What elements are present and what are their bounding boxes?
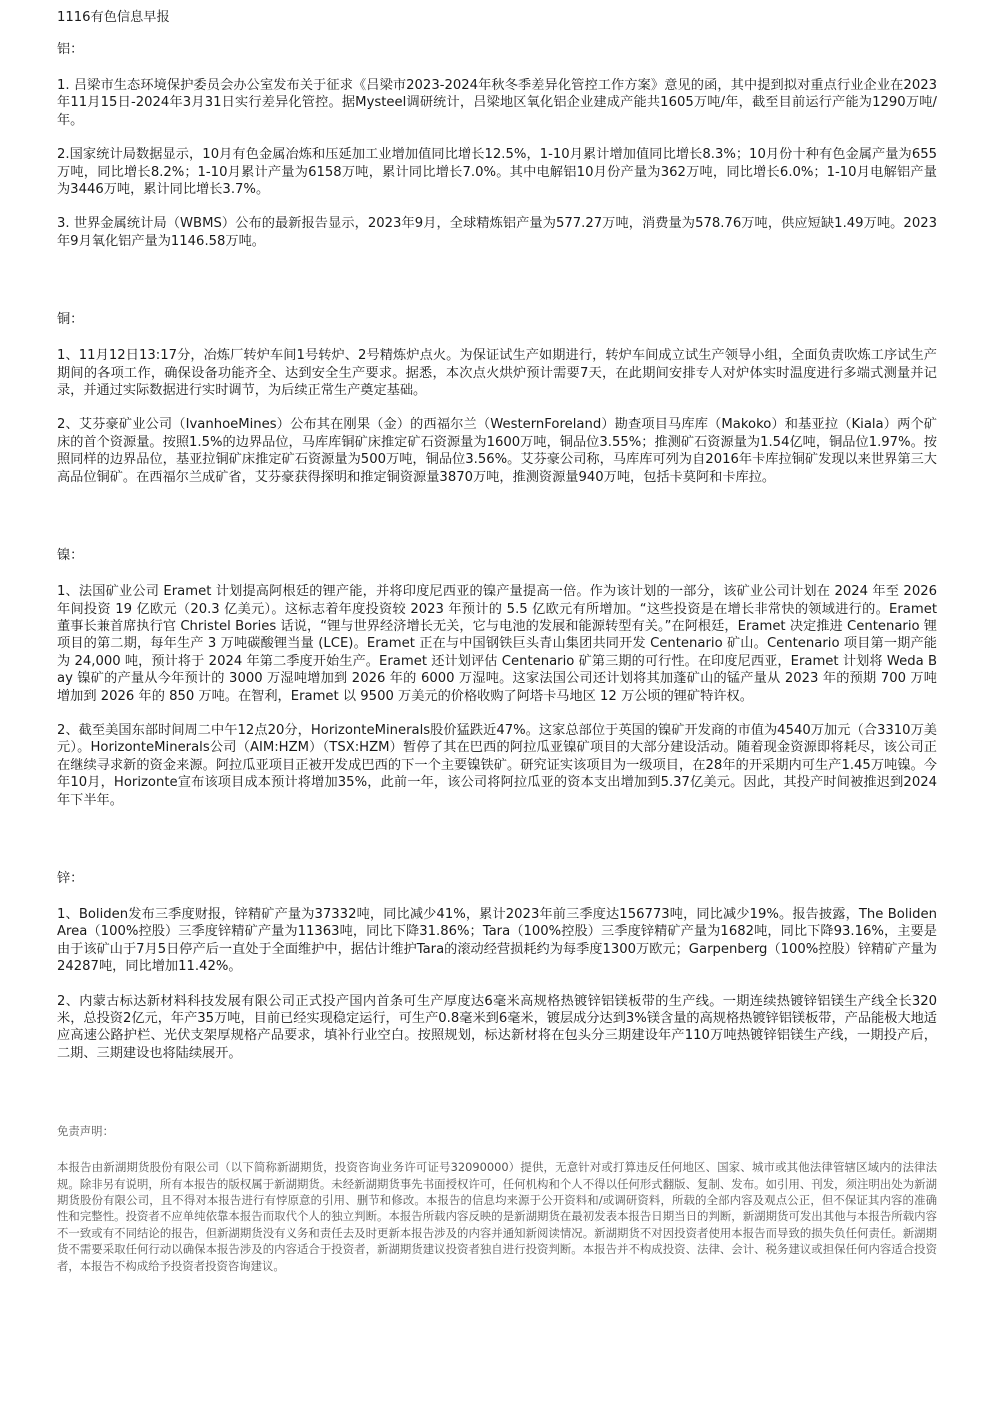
paragraph: 1. 吕梁市生态环境保护委员会办公室发布关于征求《吕梁市2023-2024年秋冬季差异化管控工作方案》意见的函，其中提到拟对重点行业企业在2023年11月15日-2024年3月31日实行差异化管控。据Mysteel调研统计，吕梁地区氧化铝企业建成产能共1605万吨/年，截至目前运行产能为1290万吨/年。 [57,78,937,128]
section-heading-copper: 铜： [57,312,84,328]
document-title: 1116有色信息早报 [57,10,170,25]
disclaimer [57,1123,937,1274]
paragraph: 1、法国矿业公司 Eramet 计划提高阿根廷的锂产能，并将印度尼西亚的镍产量提高一倍。作为该计划的一部分，该矿业公司计划在 2024 年至 2026 年间投资 19 亿欧元（20.3 亿美元）。这标志着年度投资较 2023 年预计的 5.5 亿欧元有所增加。“这些投资是在增长非常快的领域进行的。Eramet 董事长兼首席执行官 Christel Bories 话说，“锂与世界经济增长无关，它与电池的发展和能源转型有关。”在阿根廷，Eramet 决定推进 Centenario 锂项目的第二期，每年生产 3 万吨碳酸锂当量 (LCE)。Eramet 正在与中国钢铁巨头青山集团共同开发 Centenario 矿山。Centenario 项目第一期产能为 24,000 吨，预计将于 2024 年第二季度开始生产。Eramet 还计划评估 Centenario 矿第三期的可行性。在印度尼西亚，Eramet 计划将 Weda Bay 镍矿的产量从今年预计的 3000 万湿吨增加到 2026 年的 6000 万湿吨。这家法国公司还计划将其加蓬矿山的锰产量从 2023 年的预期 700 万吨增加到 2026 年的 850 万吨。在智利，Eramet 以 9500 万美元的价格收购了阿塔卡马地区 12 万公顷的锂矿特许权。 [57,584,937,704]
section-heading-nickel: 镍： [57,548,84,564]
paragraph: 2、内蒙古标达新材料科技发展有限公司正式投产国内首条可生产厚度达6毫米高规格热镀锌铝镁板带的生产线。一期连续热镀锌铝镁生产线全长320米，总投资2亿元，年产35万吨，目前已经实现稳定运行，可生产0.8毫米到6毫米，镀层成分达到3%镁含量的高规格热镀锌铝镁板带，产品能极大地适应高速公路护栏、光伏支架厚规格产品要求，填补行业空白。按照规划，标达新材将在包头分三期建设年产110万吨热镀锌铝镁生产线，一期投产后，二期、三期建设也将陆续展开。 [57,993,937,1061]
paragraph: 2.国家统计局数据显示，10月有色金属冶炼和压延加工业增加值同比增长12.5%，1-10月累计增加值同比增长8.3%；10月份十种有色金属产量为655万吨，同比增长8.2%；1-10月累计产量为6158万吨，累计同比增长7.0%。其中电解铝10月份产量为362万吨，同比增长6.0%；1-10月电解铝产量为3446万吨，累计同比增长3.7%。 [57,147,937,198]
paragraph: 1、11月12日13:17分，冶炼厂转炉车间1号转炉、2号精炼炉点火。为保证试生产如期进行，转炉车间成立试生产领导小组，全面负责吹炼工序试生产期间的各项工作，确保设备功能齐全、达到安全生产要求。据悉，本次点火烘炉预计需要7天，在此期间安排专人对炉体实时温度进行多端式测量并记录，并通过实际数据进行实时调节，为后续正常生产奠定基础。 [57,348,937,399]
section-heading-zinc: 锌： [57,870,84,886]
document-page [57,9,937,1274]
section-heading-aluminium: 铝： [57,42,84,57]
section-spacer [57,503,937,547]
paragraph: 3. 世界金属统计局（WBMS）公布的最新报告显示，2023年9月，全球精炼铝产量为577.27万吨，消费量为578.76万吨，供应短缺1.49万吨。2023年9月氧化铝产量为1146.58万吨。 [57,216,937,249]
paragraph: 2、截至美国东部时间周二中午12点20分，HorizonteMinerals股价猛跌近47%。这家总部位于英国的镍矿开发商的市值为4540万加元（合3310万美元）。HorizonteMinerals公司（AIM:HZM）（TSX:HZM）暂停了其在巴西的阿拉瓜亚镍矿项目的大部分建设活动。随着现金资源即将耗尽，该公司正在继续寻求新的资金来源。阿拉瓜亚项目正被开发成巴西的下一个主要镍铁矿。研究证实该项目为一级项目，在28年的开采期内可生产1.45万吨镍。今年10月，Horizonte宣布该项目成本预计将增加35%，此前一年，该公司将阿拉瓜亚的资本支出增加到5.37亿美元。因此，其投产时间被推迟到2024年下半年。 [57,722,937,808]
section-aluminium [57,41,937,250]
paragraph: 1、Boliden发布三季度财报，锌精矿产量为37332吨，同比减少41%，累计2023年前三季度达156773吨，同比减少19%。报告披露，The Boliden Area（100%控股）三季度锌精矿产量为11363吨，同比下降31.86%；Tara（100%控股）三季度锌精矿产量为1682吨，同比下降93.16%，主要是由于该矿山于7月5日停产后一直处于全面维护中，据估计维护Tara的滚动经营损耗约为每季度1300万欧元；Garpenberg（100%控股）锌精矿产量为24287吨，同比增加11.42%。 [57,906,937,975]
section-copper [57,311,937,486]
section-spacer [57,826,937,870]
paragraph: 2、艾芬豪矿业公司（IvanhoeMines）公布其在刚果（金）的西福尔兰（WesternForeland）勘查项目马库库（Makoko）和基亚拉（Kiala）两个矿床的首个资源量。按照1.5%的边界品位，马库库铜矿床推定矿石资源量为1600万吨，铜品位3.55%；推测矿石资源量为1.54亿吨，铜品位1.97%。按照同样的边界品位，基亚拉铜矿床推定矿石资源量为500万吨，铜品位3.56%。艾芬豪公司称，马库库可列为自2016年卡库拉铜矿发现以来世界第三大高品位铜矿。在西福尔兰成矿省，艾芬豪获得探明和推定铜资源量3870万吨，推测资源量940万吨，包括卡莫阿和卡库拉。 [57,417,937,485]
section-spacer [57,1079,937,1123]
section-nickel [57,547,937,809]
disclaimer-title: 免责声明： [57,1124,114,1139]
section-zinc [57,870,937,1062]
section-spacer [57,267,937,311]
disclaimer-text: 本报告由新湖期货股份有限公司（以下简称新湖期货，投资咨询业务许可证号32090000）提供，无意针对或打算违反任何地区、国家、城市或其他法律管辖区域内的法律法规。除非另有说明，所有本报告的版权属于新湖期货。未经新湖期货事先书面授权许可，任何机构和个人不得以任何形式翻版、复制、发布。如引用、刊发，须注明出处为新湖期货股份有限公司，且不得对本报告进行有悖原意的引用、删节和修改。本报告的信息均来源于公开资料和/或调研资料，所载的全部内容及观点公正，但不保证其内容的准确性和完整性。投资者不应单纯依靠本报告而取代个人的独立判断。本报告所载内容反映的是新湖期货在最初发表本报告日期当日的判断，新湖期货可发出其他与本报告所载内容不一致或有不同结论的报告，但新湖期货没有义务和责任去及时更新本报告涉及的内容并通知新阅读情况。新湖期货不对因投资者使用本报告而导致的损失负任何责任。新湖期货不需要采取任何行动以确保本报告涉及的内容适合于投资者，新湖期货建议投资者独自进行投资判断。本报告并不构成投资、法律、会计、税务建议或担保任何内容适合投资者，本报告不构成给予投资者投资咨询建议。 [57,1160,937,1273]
